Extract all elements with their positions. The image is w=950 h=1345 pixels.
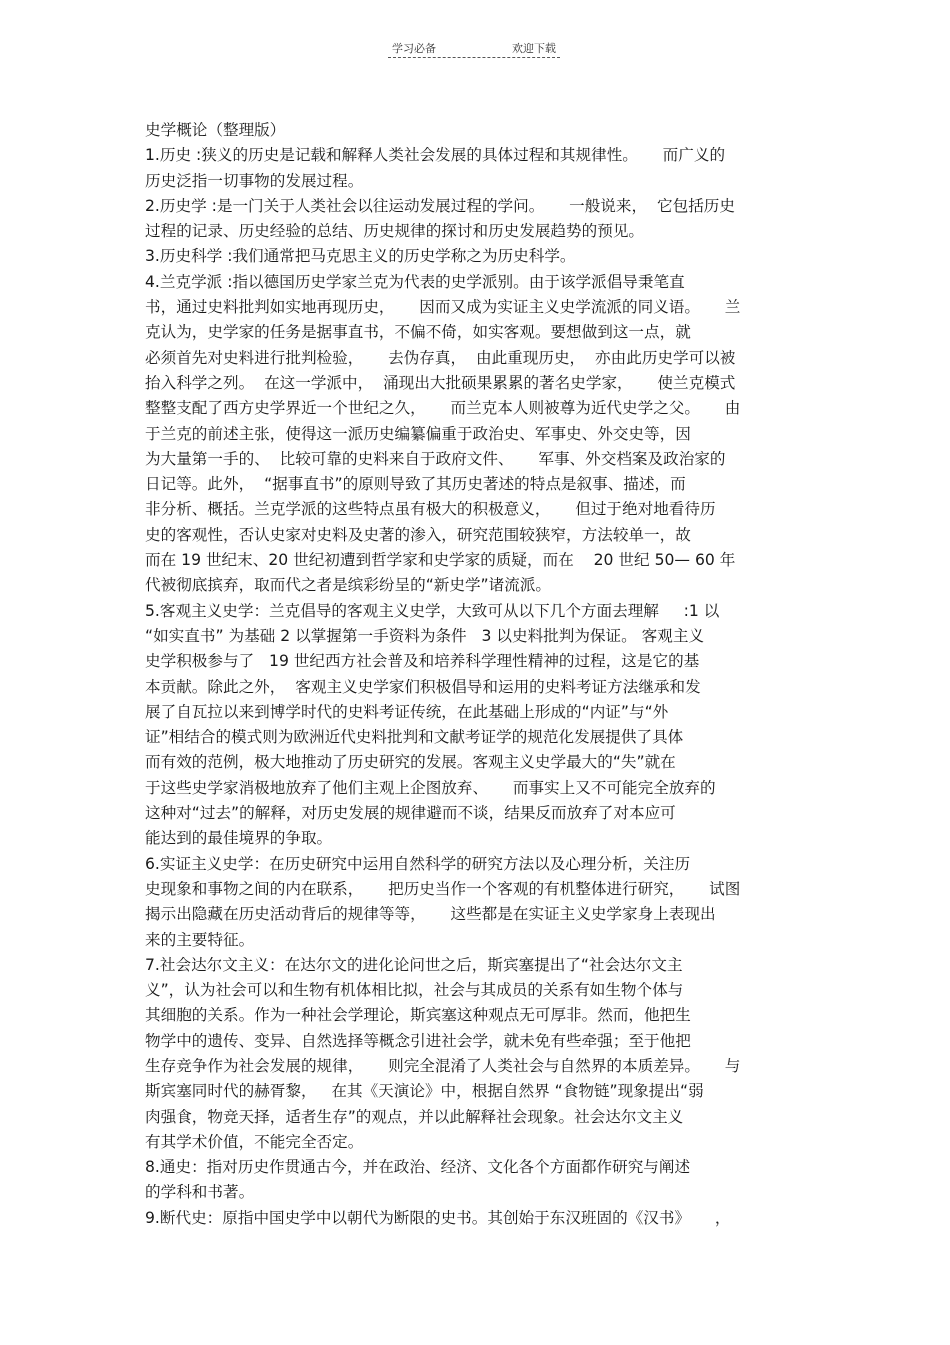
text-line: 抬入科学之列。 在这一学派中， 涌现出大批硕果累累的著名史学家， 使兰克模式 xyxy=(145,373,736,392)
text-line: 代被彻底摈弃，取而代之者是缤彩纷呈的“新史学”诸流派。 xyxy=(145,576,552,595)
text-line: 证”相结合的模式则为欧洲近代史料批判和文献考证学的规范化发展提供了具体 xyxy=(145,728,684,747)
header-divider xyxy=(388,57,560,58)
header-right-text: 欢迎下载 xyxy=(512,42,556,55)
text-line: 克认为，史学家的任务是据事直书，不偏不倚，如实客观。要想做到这一点，就 xyxy=(145,323,691,342)
text-line: 来的主要特征。 xyxy=(145,930,255,949)
text-line: 3.历史科学 :我们通常把马克思主义的历史学称之为历史科学。 xyxy=(145,247,576,266)
text-line: “如实直书” 为基础 2 以掌握第一手资料为条件 3 以史料批判为保证。 客观主义 xyxy=(145,626,705,645)
text-line: 7.社会达尔文主义：在达尔文的进化论问世之后，斯宾塞提出了“社会达尔文主 xyxy=(145,955,683,974)
text-line: 生存竞争作为社会发展的规律， 则完全混淆了人类社会与自然界的本质差异。 与 xyxy=(145,1056,741,1075)
text-line: 于兰克的前述主张，使得这一派历史编纂偏重于政治史、军事史、外交史等，因 xyxy=(145,424,691,443)
text-line: 6.实证主义史学：在历史研究中运用自然科学的研究方法以及心理分析，关注历 xyxy=(145,854,691,873)
text-line: 史现象和事物之间的内在联系， 把历史当作一个客观的有机整体进行研究， 试图 xyxy=(145,879,741,898)
document-body xyxy=(145,118,810,1231)
text-line: 非分析、概括。兰克学派的这些特点虽有极大的积极意义， 但过于绝对地看待历 xyxy=(145,500,716,519)
text-line: 1.历史 :狭义的历史是记载和解释人类社会发展的具体过程和其规律性。 而广义的 xyxy=(145,146,726,165)
text-line: 4.兰克学派 :指以德国历史学家兰克为代表的史学派别。由于该学派倡导秉笔直 xyxy=(145,272,685,291)
text-line: 为大量第一手的、 比较可靠的史料来自于政府文件、 军事、外交档案及政治家的 xyxy=(145,449,726,468)
text-line: 史学积极参与了 19 世纪西方社会普及和培养科学理性精神的过程，这是它的基 xyxy=(145,652,700,671)
text-line: 物学中的遗传、变异、自然选择等概念引进社会学，就未免有些牵强；至于他把 xyxy=(145,1031,691,1050)
text-line: 过程的记录、历史经验的总结、历史规律的探讨和历史发展趋势的预见。 xyxy=(145,222,645,241)
text-line: 2.历史学 :是一门关于人类社会以往运动发展过程的学问。 一般说来， 它包括历史 xyxy=(145,196,735,215)
text-line: 义”，认为社会可以和生物有机体相比拟，社会与其成员的关系有如生物个体与 xyxy=(145,981,684,1000)
text-line: 斯宾塞同时代的赫胥黎， 在其《天演论》中，根据自然界 “食物链”现象提出“弱 xyxy=(145,1082,704,1101)
text-line: 能达到的最佳境界的争取。 xyxy=(145,829,333,848)
text-line: 揭示出隐藏在历史活动背后的规律等等， 这些都是在实证主义史学家身上表现出 xyxy=(145,905,716,924)
text-line: 史的客观性，否认史家对史料及史著的渗入，研究范围较狭窄，方法较单一，故 xyxy=(145,525,691,544)
text-line: 必须首先对史料进行批判检验， 去伪存真， 由此重现历史， 亦由此历史学可以被 xyxy=(145,348,736,367)
text-line: 肉强食，物竞天择，适者生存”的观点，并以此解释社会现象。社会达尔文主义 xyxy=(145,1107,684,1126)
text-line: 8.通史：指对历史作贯通古今，并在政治、经济、文化各个方面都作研究与阐述 xyxy=(145,1158,691,1177)
text-line: 有其学术价值，不能完全否定。 xyxy=(145,1132,364,1151)
page-header xyxy=(388,40,560,60)
text-line: 整整支配了西方史学界近一个世纪之久， 而兰克本人则被尊为近代史学之父。 由 xyxy=(145,399,741,418)
text-line: 9.断代史：原指中国史学中以朝代为断限的史书。其创始于东汉班固的《汉书》 ， xyxy=(145,1208,731,1227)
text-line: 而有效的范例，极大地推动了历史研究的发展。客观主义史学最大的“失”就在 xyxy=(145,753,676,772)
text-line: 书，通过史料批判如实地再现历史， 因而又成为实证主义史学流派的同义语。 兰 xyxy=(145,298,741,317)
text-line: 这种对“过去”的解释，对历史发展的规律避而不谈，结果反而放弃了对本应可 xyxy=(145,804,676,823)
document-title: 史学概论（整理版） xyxy=(145,121,286,139)
text-line: 其细胞的关系。作为一种社会学理论，斯宾塞这种观点无可厚非。然而，他把生 xyxy=(145,1006,691,1025)
text-line: 日记等。此外， “据事直书”的原则导致了其历史著述的特点是叙事、描述，而 xyxy=(145,475,686,494)
text-line: 本贡献。除此之外， 客观主义史学家们积极倡导和运用的史料考证方法继承和发 xyxy=(145,677,701,696)
text-line: 5.客观主义史学：兰克倡导的客观主义史学，大致可从以下几个方面去理解 :1 以 xyxy=(145,601,720,620)
text-line: 于这些史学家消极地放弃了他们主观上企图放弃、 而事实上又不可能完全放弃的 xyxy=(145,778,716,797)
text-line: 的学科和书著。 xyxy=(145,1183,255,1202)
text-line: 历史泛指一切事物的发展过程。 xyxy=(145,171,364,190)
text-line: 而在 19 世纪末、20 世纪初遭到哲学家和史学家的质疑，而在 20 世纪 50— 60 年 xyxy=(145,551,736,570)
text-line: 展了自瓦拉以来到博学时代的史料考证传统，在此基础上形成的“内证”与“外 xyxy=(145,702,669,721)
header-left-text: 学习必备 xyxy=(392,42,436,55)
